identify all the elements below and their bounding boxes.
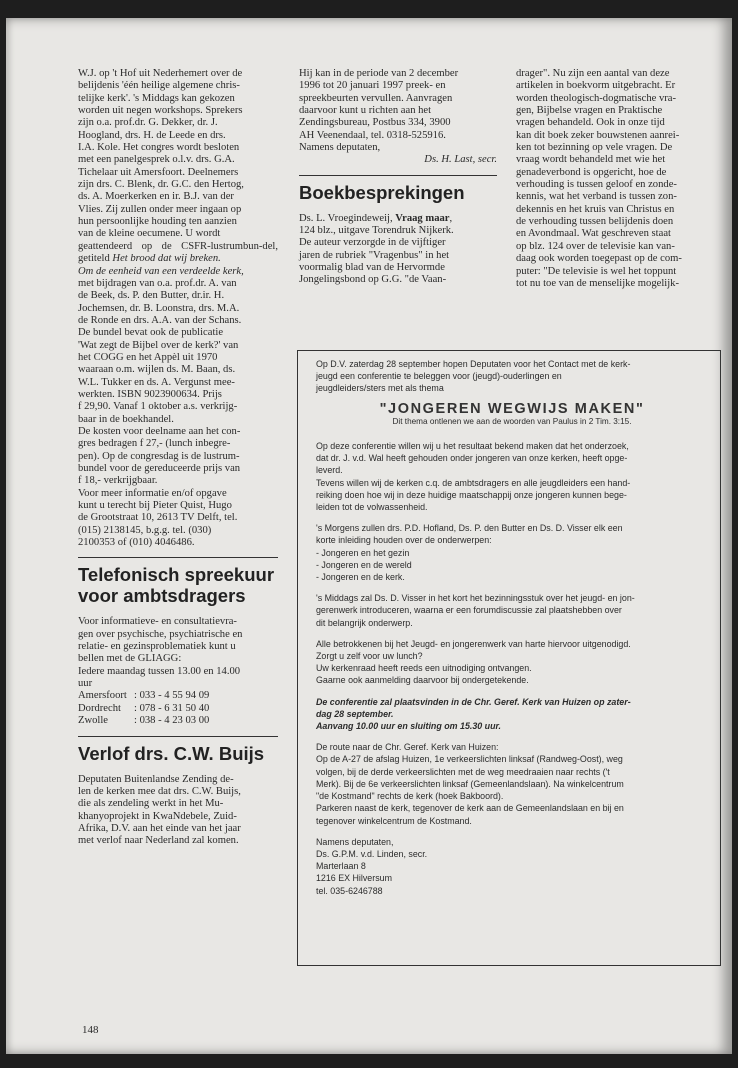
text-line: Zorgt u zelf voor uw lunch?	[316, 651, 423, 662]
text-line: dit belangrijk onderwerp.	[316, 617, 413, 628]
text-line: khanyoprojekt in KwaNdebele, Zuid-	[78, 810, 237, 822]
text-line: Aanvang 10.00 uur en sluiting om 15.30 uur.	[316, 721, 501, 732]
text-line: kennis, wat het verband is tussen zon-	[516, 191, 677, 203]
text-line: De auteur verzorgde in de vijftiger	[299, 237, 446, 249]
text-line: tel. 035-6246788	[316, 885, 383, 896]
text-line: tot nu toe van de menselijke mogelijk-	[516, 277, 679, 289]
box-paragraph-venue	[316, 696, 708, 733]
text-line: daarvoor kunt u richten aan het	[299, 105, 432, 117]
column-right	[516, 68, 718, 290]
text-line: f 29,90. Vanaf 1 oktober a.s. verkrijg-	[78, 401, 238, 413]
text-line: relatie- en gezinsproblematiek kunt u	[78, 641, 236, 653]
text-line: genadeverbond is opgericht, hoe de	[516, 166, 667, 178]
text-line: Deputaten Buitenlandse Zending de-	[78, 773, 234, 785]
text-line: dekennis en het kruis van Christus en	[516, 203, 675, 215]
phone-list	[78, 690, 278, 727]
text-line: W.J. op 't Hof uit Nederhemert over de	[78, 68, 243, 79]
text-line: belijdenis 'één heilige algemene chris-	[78, 80, 240, 92]
text-line: - Jongeren en de wereld	[316, 559, 412, 570]
info-paragraph	[78, 488, 278, 550]
text-line: puter: "De televisie is wel het toppunt	[516, 265, 677, 277]
book-subtitle-italic: Om de eenheid van een verdeelde kerk,	[78, 265, 244, 277]
text-line: drager". Nu zijn een aantal van deze	[516, 68, 670, 79]
text-line: 1216 EX Hilversum	[316, 873, 392, 884]
divider	[299, 175, 497, 176]
text-line: leverd.	[316, 465, 343, 476]
text-line: de Ronde en drs. A.A. van der Schans.	[78, 314, 242, 326]
text-line: korte inleiding houden over de onderwerpen:	[316, 535, 492, 546]
text-line: "de Kostmand" rechts de kerk (hoek Bakboord).	[316, 791, 504, 802]
text-line: Merk). Bij de 6e verkeerslichten linksaf (Gemeenlandslaan). Na winkelcentrum	[316, 778, 624, 789]
text-line: Iedere maandag tussen 13.00 en 14.00	[78, 665, 241, 677]
text-line: hun persoonlijke houding ten aanzien	[78, 216, 237, 228]
text-line: 2100353 of (010) 4046486.	[78, 537, 195, 549]
text-line: Zendingsbureau, Postbus 334, 3900	[299, 117, 451, 129]
text-line: Gaarne ook aanmelding daarvoor bij ondergetekende.	[316, 675, 529, 686]
text-line: op blz. 124 over de televisie kan van-	[516, 240, 675, 252]
text-line: werkten. ISBN 9023900634. Prijs	[78, 388, 222, 400]
magazine-page	[6, 18, 732, 1054]
text-line: leiden tot de volwassenheid.	[316, 502, 428, 513]
text-line: len de kerken mee dat drs. C.W. Buijs,	[78, 785, 241, 797]
page-number: 148	[82, 1024, 99, 1036]
text-line: 124 blz., uitgave Torendruk Nijkerk.	[299, 225, 454, 237]
text-line: Voor meer informatie en/of opgave	[78, 487, 227, 499]
text-line: Op deze conferentie willen wij u het resultaat bekend maken dat het onderzoek,	[316, 441, 629, 452]
text-line: waaraan o.m. wijlen ds. M. Baan, ds.	[78, 364, 236, 376]
conference-announcement-box	[297, 350, 721, 966]
divider	[78, 736, 278, 737]
text-line: f 18,- verkrijgbaar.	[78, 475, 158, 487]
box-contact	[316, 836, 708, 897]
divider	[78, 557, 278, 558]
text-line: reiking doen hoe wij in deze huidige maatschappij onze jongeren kunnen bege-	[316, 489, 627, 500]
phone-row: Zwolle : 038 - 4 23 03 00	[78, 715, 210, 727]
box-paragraph-invitation	[316, 638, 708, 687]
text-line: kan dit boek zeker bouwstenen aanrei-	[516, 129, 680, 141]
text-line: dag 28 september.	[316, 708, 394, 719]
text-line: De conferentie zal plaatsvinden in de Chr. Geref. Kerk van Huizen op zater-	[316, 696, 631, 707]
text-line: Parkeren naast de kerk, tegenover de kerk aan de Gemeenlandslaan en bij en	[316, 803, 624, 814]
text-line: geattendeerd op de CSFR-lustrumbun-	[78, 240, 263, 252]
text-line: De route naar de Chr. Geref. Kerk van Huizen:	[316, 742, 499, 753]
text-line: baar in de boekhandel.	[78, 413, 174, 425]
text-line: pen). Op de congresdag is de lustrum-	[78, 450, 240, 462]
text-line: Op D.V. zaterdag 28 september hopen Deputaten voor het Contact met de kerk-	[316, 359, 631, 369]
text-line: gen, Bijbelse vragen en Praktische	[516, 105, 663, 117]
text-line: met bijdragen van o.a. prof.dr. A. van	[78, 277, 237, 289]
text-line: bundel voor de gereduceerde prijs van	[78, 463, 241, 474]
text-line: Alle betrokkenen bij het Jeugd- en jongerenwerk van harte hiervoor uitgenodigd.	[316, 638, 631, 649]
box-paragraph-morning	[316, 522, 708, 583]
text-line: uur	[78, 678, 93, 690]
text-line: de verhouding tussen belijdenis doen	[516, 216, 674, 228]
text-line: met een panelgesprek o.l.v. drs. G.A.	[78, 154, 235, 166]
text-line: (015) 2138145, b.g.g. tel. (030)	[78, 524, 212, 536]
text-line: Namens deputaten,	[299, 142, 381, 154]
text-line: 1996 tot 20 januari 1997 preek- en	[299, 80, 446, 92]
text-line: het COGG en het Appèl uit 1970	[78, 351, 218, 363]
text-line: telijke kerk'. 's Middags kan gekozen	[78, 92, 235, 104]
book-title-italic: Het brood dat wij breken.	[112, 253, 221, 265]
box-paragraph-route	[316, 741, 708, 826]
text-line: - Jongeren en het gezin	[316, 547, 410, 558]
text-line: Hij kan in de periode van 2 december	[299, 68, 459, 79]
text-line: I.A. Kole. Het congres wordt besloten	[78, 142, 240, 154]
text-line: tegenover winkelcentrum de Kostmand.	[316, 815, 472, 826]
text-line: zijn o.a. prof.dr. G. Dekker, dr. J.	[78, 117, 218, 129]
text-line: worden theologisch-dogmatische vra-	[516, 92, 677, 104]
text-line: met verlof naar Nederland zal komen.	[78, 835, 239, 847]
text-line: dat dr. J. v.d. Wal heeft gehouden onder jongeren van onze kerken, heeft opge-	[316, 453, 628, 464]
book-review-continued	[516, 68, 718, 290]
conference-theme: "JONGEREN WEGWIJS MAKEN"	[379, 400, 645, 417]
book-title: Vraag maar	[395, 212, 450, 224]
congress-paragraph: W.J. op 't Hof uit Nederhemert over de belijdenis 'één heilige algemene chris- telijke kerk'. 's Middags kan gekozen worden uit negen workshops. Sprekers zijn o.a. prof.dr. G. Dekker, dr. J. Hoogland, drs. H. de Leede en drs. I.A. Kole. Het congres wordt besloten met een panelgesprek o.l.v. drs. G.A. Tichelaar uit Amersfoort. Deelnemers zijn drs. C. Blenk, dr. G.C. den Hertog, ds. A. Moerkerken en ir. B.J. van der Vlies. Zij zullen onder meer ingaan op hun persoonlijke houding ten aanzien van de kleine oecumene. U wordt geattendeerd op de CSFR-lustrumbun-del, getiteld Het brood dat wij breken. Om de eenheid van een verdeelde kerk, met bijdragen van o.a. prof.dr. A. van de Beek, ds. P. den Butter, dr.ir. H. Jochemsen, dr. B. Loonstra, drs. M.A. de Ronde en drs. A.A. van der Schans. De bundel bevat ook de publicatie 'Wat zegt de Bijbel over de kerk?' van het COGG en het Appèl uit 1970 waaraan o.m. wijlen ds. M. Baan, ds. W.L. Tukker en ds. A. Vergunst mee- werkten. ISBN 9023900634. Prijs f 29,90. Vanaf 1 oktober a.s. verkrijg- baar in de boekhandel.	[78, 68, 278, 425]
text-line: Voor informatieve- en consultatievra-	[78, 616, 237, 628]
theme-subtitle: Dit thema ontlenen we aan de woorden van Paulus in 2 Tim. 3:15.	[392, 416, 632, 426]
phone-row: Dordrecht : 078 - 6 31 50 40	[78, 702, 210, 714]
zending-paragraph	[299, 68, 497, 154]
text-line: daag ook worden toegepast op de com-	[516, 253, 682, 265]
text-line: 's Morgens zullen drs. P.D. Hofland, Ds. P. den Butter en Ds. D. Visser elk een	[316, 523, 623, 534]
text-line: die als zendeling werkt in het Mu-	[78, 798, 224, 810]
text-line: artikelen in boekvorm uitgebracht. Er	[516, 80, 676, 92]
signature: Ds. H. Last, secr.	[424, 154, 497, 166]
heading-verlof: Verlof drs. C.W. Buijs	[78, 742, 265, 764]
text-line: jeugd een conferentie te beleggen voor (jeugd)-ouderlingen en	[316, 371, 562, 382]
text-line: voormalig blad van de Hervormde	[299, 262, 445, 274]
text-line: vragen behandeld. Ook in onze tijd	[516, 117, 665, 129]
text-line: kunt u terecht bij Pieter Quist, Hugo	[78, 500, 232, 512]
column-middle	[299, 68, 497, 287]
text-line: jeugdleiders/sters met als thema	[316, 383, 444, 394]
box-intro	[316, 358, 708, 395]
text-line: spreekbeurten vervullen. Aanvragen	[299, 92, 453, 104]
text-line: Tevens willen wij de kerken c.q. de ambtsdragers en alle jeugdleiders een hand-	[316, 477, 631, 488]
text-line: Namens deputaten,	[316, 836, 394, 847]
text-line: Marterlaan 8	[316, 861, 366, 872]
heading-boekbesprekingen: Boekbesprekingen	[299, 181, 465, 203]
phone-row: Amersfoort : 033 - 4 55 94 09	[78, 690, 210, 702]
text-line: Ds. G.P.M. v.d. Linden, secr.	[316, 848, 428, 859]
heading-telefonisch-spreekuur: Telefonisch spreekuur voor ambtsdragers	[78, 564, 275, 607]
text-line: Jochemsen, dr. B. Loonstra, drs. M.A.	[78, 302, 240, 314]
verlof-paragraph	[78, 774, 278, 848]
text-line: bellen met de GLIAGG:	[78, 653, 182, 665]
text-line: gerenwerk introduceren, waarna er een forumdiscussie zal plaatshebben over	[316, 605, 622, 616]
text-line: ds. A. Moerkerken en ir. B.J. van der	[78, 191, 234, 203]
text-line: Vlies. Zij zullen onder meer ingaan op	[78, 203, 242, 215]
text-line: ken tot bezinning op vele vragen. De	[516, 142, 673, 154]
text-line: de Beek, ds. P. den Butter, dr.ir. H.	[78, 290, 225, 302]
text-line: Hoogland, drs. H. de Leede en drs.	[78, 129, 226, 141]
text-line: jaren de rubriek "Vragenbus" in het	[299, 249, 450, 261]
text-line: verhouding is tussen geloof en zonde-	[516, 179, 677, 191]
book-review-paragraph: Ds. L. Vroegindeweij, Vraag maar, 124 blz., uitgave Torendruk Nijkerk. De auteur verzorgde in de vijftiger jaren de rubriek "Vragenbus" in het voormalig blad van de Hervormde Jongelingsbond op G.G. "de Vaan-	[299, 212, 454, 286]
box-paragraph-results	[316, 440, 708, 513]
text-line: Tichelaar uit Amersfoort. Deelnemers	[78, 166, 239, 178]
text-line: AH Veenendaal, tel. 0318-525916.	[299, 129, 446, 141]
text-line: de Grootstraat 10, 2613 TV Delft, tel.	[78, 512, 238, 524]
text-line: volgen, bij de derde verkeerslichten met de weg meedraaien naar rechts ('t	[316, 766, 610, 777]
text-line: 'Wat zegt de Bijbel over de kerk?' van	[78, 339, 239, 351]
text-line: en Avondmaal. Wat geschreven staat	[516, 228, 671, 240]
cost-paragraph	[78, 426, 278, 488]
text-line: De kosten voor deelname aan het con-	[78, 425, 241, 437]
text-line: - Jongeren en de kerk.	[316, 572, 405, 583]
column-left	[78, 68, 278, 848]
text-line: vraag wordt behandeld met wie het	[516, 154, 666, 166]
text-line: worden uit negen workshops. Sprekers	[78, 105, 243, 117]
text-line: De bundel bevat ook de publicatie	[78, 327, 224, 339]
text-line: gres bedragen f 27,- (lunch inbegre-	[78, 438, 231, 450]
text-line: Op de A-27 de afslag Huizen, 1e verkeerslichten linksaf (Randweg-Oost), weg	[316, 754, 623, 765]
text-line: Uw kerkenraad heeft reeds een uitnodiging ontvangen.	[316, 663, 532, 674]
box-paragraph-afternoon	[316, 592, 708, 629]
text-line: Afrika, D.V. aan het einde van het jaar	[78, 822, 241, 834]
tel-intro-paragraph	[78, 616, 278, 690]
text-line: gen over psychische, psychiatrische en	[78, 628, 243, 640]
text-line: Jongelingsbond op G.G. "de Vaan-	[299, 274, 447, 286]
text-line: zijn drs. C. Blenk, dr. G.C. den Hertog,	[78, 179, 244, 191]
text-line: 's Middags zal Ds. D. Visser in het kort het bezinningsstuk over het jeugd- en jon-	[316, 593, 635, 604]
text-line: W.L. Tukker en ds. A. Vergunst mee-	[78, 376, 235, 388]
text-line: van de kleine oecumene. U wordt	[78, 228, 221, 240]
